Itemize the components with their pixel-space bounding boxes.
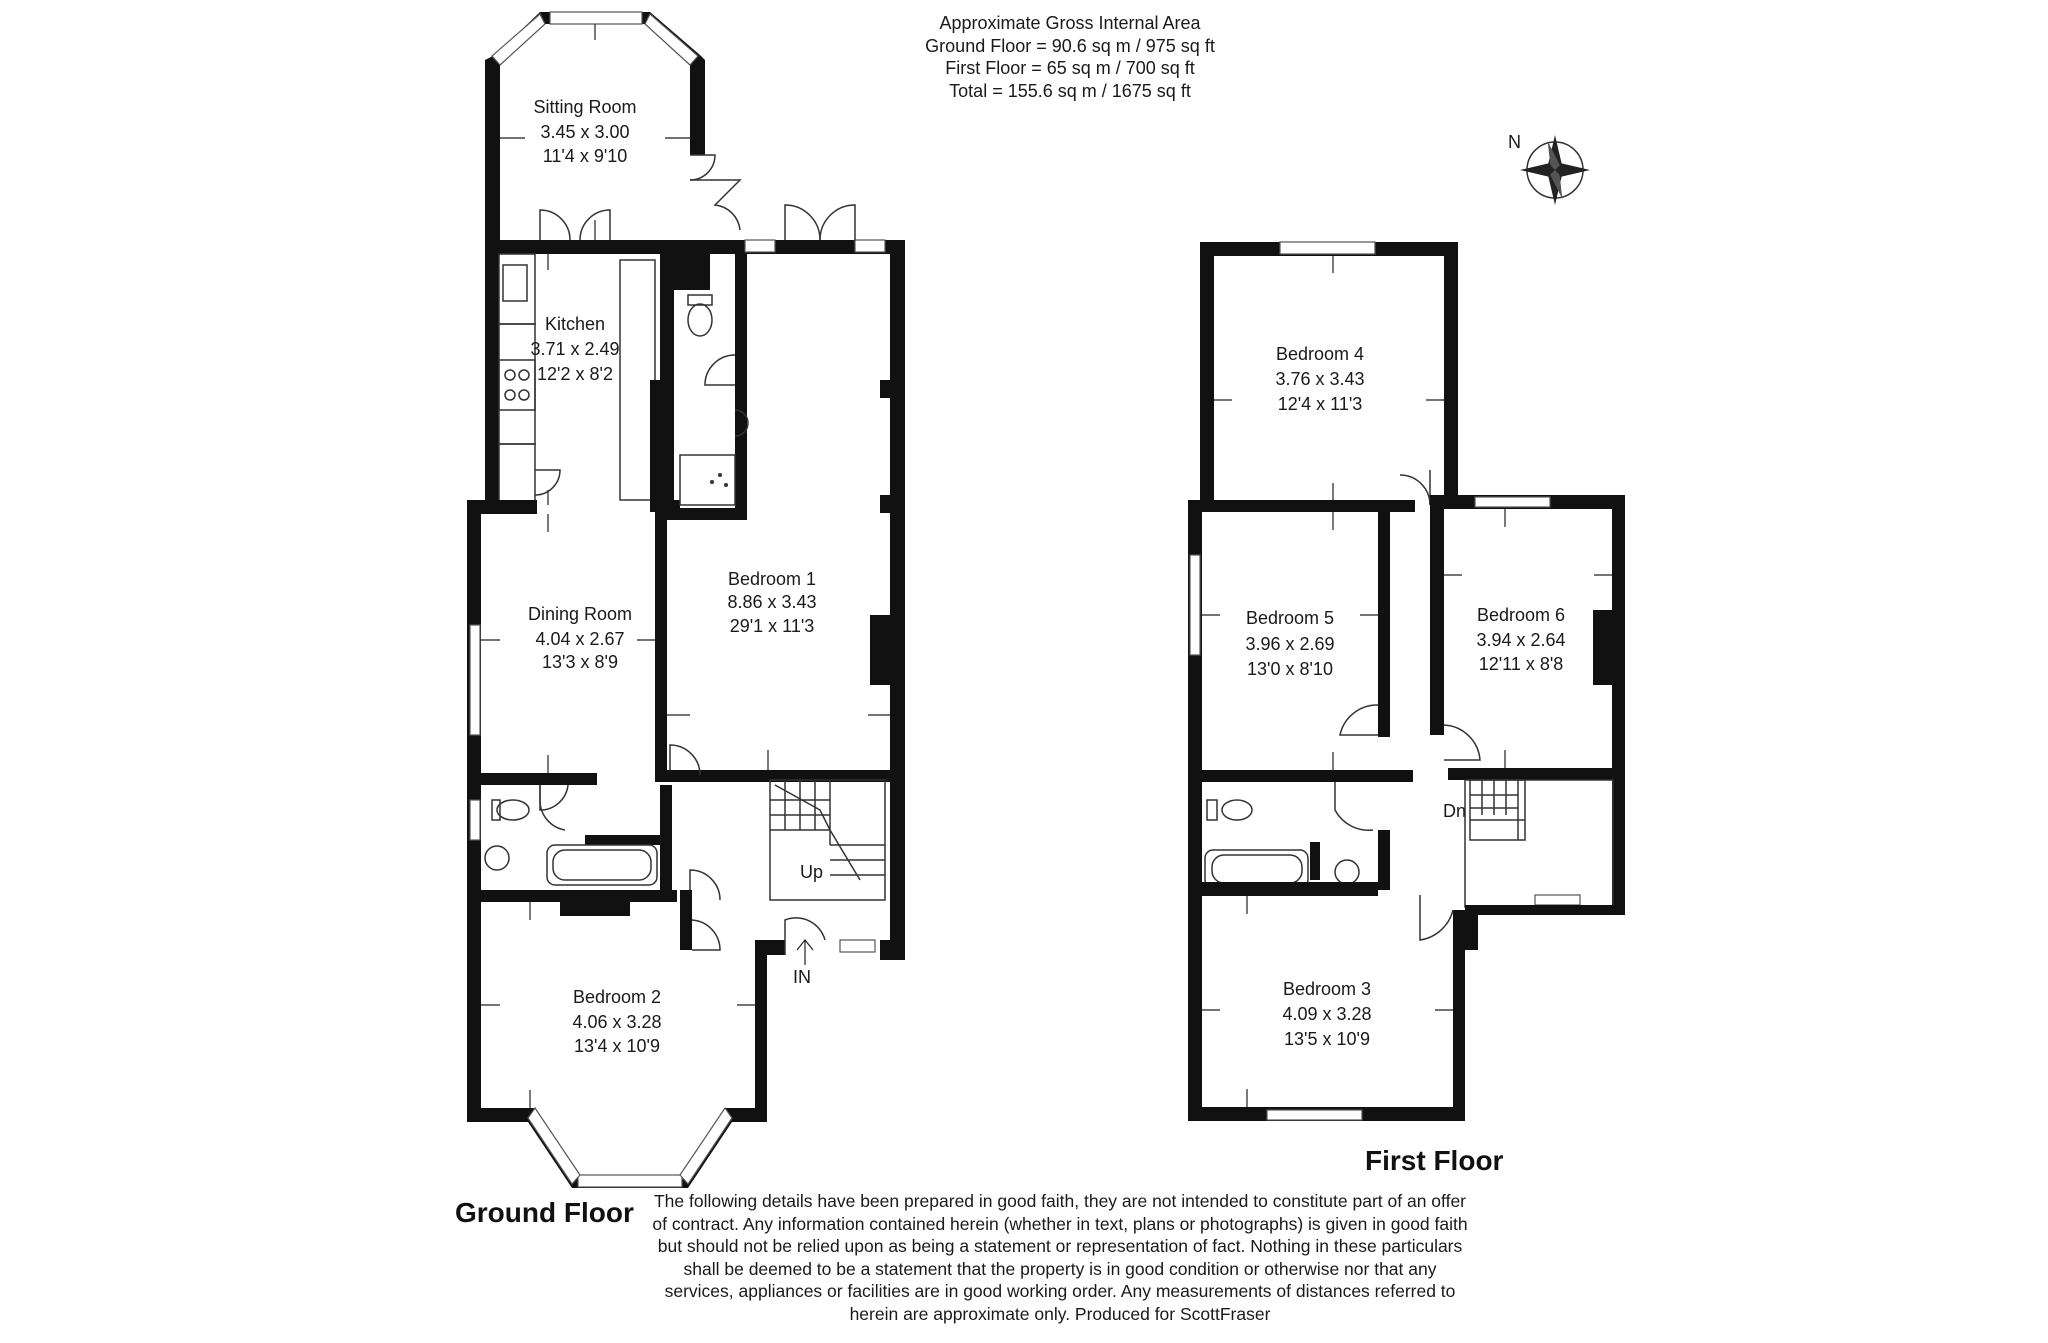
first-bathroom-door-swing [1335, 782, 1373, 830]
bedroom2-bay-window [578, 1175, 682, 1187]
shower-tray-icon [680, 455, 735, 505]
bedroom1-window-right [855, 240, 885, 252]
sitting-room-name: Sitting Room [533, 97, 637, 117]
dining-door-swing [540, 785, 568, 810]
ground-bathroom [467, 785, 677, 902]
dining-room-imperial: 13'3 x 8'9 [542, 652, 618, 672]
bedroom1-metric: 8.86 x 3.43 [727, 592, 817, 612]
sitting-room-imperial: 11'4 x 9'10 [542, 146, 628, 166]
bedroom2-imperial: 13'4 x 10'9 [574, 1036, 660, 1056]
bedroom6-window [1475, 497, 1550, 507]
bedroom5-metric: 3.96 x 2.69 [1245, 634, 1335, 654]
shower-room-toilet-icon [688, 304, 712, 336]
kitchen-worktop [620, 260, 655, 500]
sitting-bay-window [550, 12, 642, 24]
bedroom5-imperial: 13'0 x 8'10 [1247, 659, 1333, 679]
bedroom3-name: Bedroom 3 [1282, 979, 1372, 999]
shower-room-door-swing [705, 355, 735, 385]
bedroom5-window [1190, 555, 1200, 655]
staircase [770, 780, 885, 900]
gia-total: Total = 155.6 sq m / 1675 sq ft [949, 80, 1191, 101]
garden-door-swing [690, 180, 740, 230]
first-landing [1443, 780, 1625, 950]
kitchen-imperial: 12'2 x 8'2 [537, 364, 613, 384]
bathroom-basin-icon [485, 846, 509, 870]
first-staircase [1470, 780, 1525, 840]
bedroom4-metric: 3.76 x 3.43 [1275, 369, 1365, 389]
kitchen-name: Kitchen [544, 314, 606, 334]
bedroom1-french-door [785, 205, 820, 240]
hall-door-swing [690, 870, 720, 900]
sink-icon [503, 265, 527, 301]
first-floor-title: First Floor [1365, 1145, 1504, 1176]
bedroom6-imperial: 12'11 x 8'8 [1478, 654, 1564, 674]
first-bathroom-toilet-icon [1222, 800, 1252, 820]
bedroom-6 [1430, 495, 1625, 915]
kitchen-metric: 3.71 x 2.49 [530, 339, 620, 359]
bedroom3-window [1267, 1110, 1362, 1120]
bedroom1-imperial: 29'1 x 11'3 [729, 616, 815, 636]
bedroom1-name: Bedroom 1 [727, 569, 817, 589]
landing-window [1535, 895, 1580, 905]
bedroom5-door-swing [1340, 705, 1378, 735]
hall-window [840, 940, 875, 952]
sitting-door-swing [690, 155, 715, 180]
sitting-room-metric: 3.45 x 3.00 [540, 122, 630, 142]
compass-rose-icon [1508, 132, 1590, 205]
bedroom2-name: Bedroom 2 [572, 987, 662, 1007]
bedroom3-imperial: 13'5 x 10'9 [1284, 1029, 1370, 1049]
dining-room-name: Dining Room [527, 604, 633, 624]
bedroom5-name: Bedroom 5 [1245, 608, 1335, 628]
gia-title: Approximate Gross Internal Area [939, 13, 1201, 33]
bedroom4-window [1280, 242, 1375, 254]
bedroom6-metric: 3.94 x 2.64 [1476, 630, 1566, 650]
hob-icon [499, 360, 535, 410]
sitting-french-door [540, 210, 570, 240]
sitting-bay-window-right [645, 14, 698, 65]
ground-hallway [660, 780, 905, 987]
first-stairs-label: Dn [1443, 801, 1467, 821]
first-room-labels [1245, 344, 1565, 1176]
bedroom3-metric: 4.09 x 3.28 [1282, 1004, 1372, 1024]
ground-stairs-label: Up [800, 862, 824, 882]
bathroom-toilet-icon [497, 800, 529, 820]
ground-floor-title: Ground Floor [455, 1197, 634, 1228]
dining-room-metric: 4.04 x 2.67 [535, 629, 625, 649]
bath-tub-icon [547, 845, 657, 885]
bedroom2-door-swing [692, 920, 720, 950]
bedroom-3 [1188, 882, 1465, 1121]
first-floor-plan [1188, 242, 1625, 1176]
first-bathroom-basin-icon [1335, 860, 1359, 884]
bedroom6-name: Bedroom 6 [1476, 605, 1566, 625]
gia-ground-floor: Ground Floor = 90.6 sq m / 975 sq ft [925, 35, 1215, 56]
gia-first-floor: First Floor = 65 sq m / 700 sq ft [945, 58, 1195, 78]
bedroom3-door-swing [1420, 895, 1453, 940]
bedroom2-metric: 4.06 x 3.28 [572, 1012, 662, 1032]
bathroom-window [470, 800, 480, 840]
ground-floor-plan [455, 12, 905, 1228]
bedroom4-name: Bedroom 4 [1275, 344, 1365, 364]
bedroom6-door-swing [1444, 725, 1480, 760]
bedroom1-window-left [745, 240, 775, 252]
bedroom4-imperial: 12'4 x 11'3 [1277, 394, 1363, 414]
dining-window [470, 625, 480, 735]
compass-north-label: N [1508, 132, 1521, 152]
disclaimer-text: The following details have been prepared in good faith, they are not intended to constitute part of an offer of contract. Any information contained herein (whether in text, plans or photographs) is given in good faith but should not be relied upon as being a statement or representation of fact. Nothing in these particulars shall be deemed to be a statement that the property is in good condition or otherwise nor that any services, appliances or facilities are in good working order. Any measurements of distances referred to herein are approximate only. Produced for ScottFraser [652, 1191, 1468, 1324]
sitting-bay-window-left [492, 14, 545, 65]
entrance-label: IN [793, 967, 811, 987]
